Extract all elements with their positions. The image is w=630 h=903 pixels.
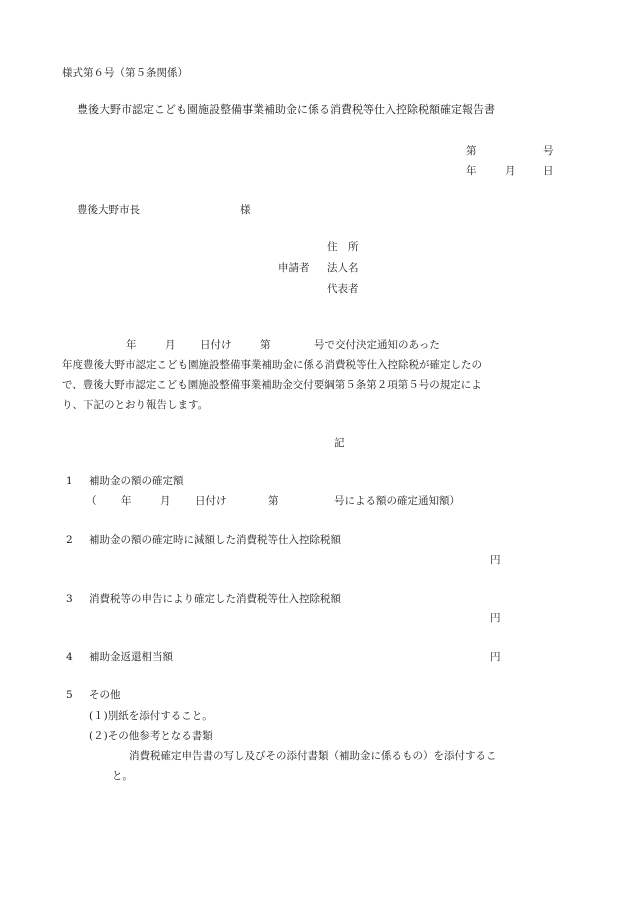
doc-number-go: 号 — [543, 145, 554, 157]
item3-number: 3 — [66, 593, 73, 605]
item3-yen: 円 — [490, 612, 501, 624]
body-line1-month: 月 — [165, 339, 176, 351]
body-line1-dai: 第 — [260, 339, 271, 351]
body-line3: で、豊後大野市認定こども園施設整備事業補助金交付要綱第５条第２項第５号の規定によ — [62, 379, 482, 391]
item5-number: 5 — [66, 689, 73, 701]
form-label: 様式第６号（第５条関係） — [62, 67, 188, 79]
item4-label: 補助金返還相当額 — [89, 651, 173, 663]
item4-number: 4 — [66, 651, 73, 663]
item5-sub2-text-line2: と。 — [112, 770, 133, 782]
body-line2: 年度豊後大野市認定こども園施設整備事業補助金に係る消費税等仕入控除税が確定したの — [62, 359, 482, 371]
item1-open-paren: （ — [86, 495, 97, 507]
body-line1-date: 日付け — [200, 339, 232, 351]
ki-heading: 記 — [334, 437, 345, 449]
body-line4: り、下記のとおり報告します。 — [62, 399, 209, 411]
applicant-address-label: 住 所 — [327, 241, 359, 253]
item1-close: 号による額の確定通知額） — [334, 495, 460, 507]
doc-date-month: 月 — [505, 165, 516, 177]
body-line1-rest: 号で交付決定通知のあった — [314, 339, 440, 351]
item1-month: 月 — [160, 495, 171, 507]
item5-label: その他 — [89, 689, 121, 701]
item5-sub1: (１)別紙を添付すること。 — [89, 710, 213, 722]
body-line1-year: 年 — [126, 339, 137, 351]
item1-year: 年 — [121, 495, 132, 507]
item1-label: 補助金の額の確定額 — [89, 475, 184, 487]
item4-yen: 円 — [490, 651, 501, 663]
item1-date: 日付け — [195, 495, 227, 507]
item1-number: 1 — [66, 475, 73, 487]
item5-sub2: (２)その他参考となる書類 — [89, 730, 213, 742]
applicant-label: 申請者 — [278, 262, 310, 274]
doc-date-day: 日 — [543, 165, 554, 177]
doc-date-year: 年 — [466, 165, 477, 177]
addressee-honorific: 様 — [240, 204, 251, 216]
item2-label: 補助金の額の確定時に減額した消費税等仕入控除税額 — [89, 534, 341, 546]
item5-sub2-text-line1: 消費税確定申告書の写し及びその添付書類（補助金に係るもの）を添付するこ — [129, 750, 497, 762]
applicant-representative-label: 代表者 — [327, 283, 359, 295]
applicant-corp-name-label: 法人名 — [327, 262, 359, 274]
addressee-name: 豊後大野市長 — [77, 204, 140, 216]
doc-number-dai: 第 — [466, 145, 477, 157]
item2-number: 2 — [66, 534, 73, 546]
item3-label: 消費税等の申告により確定した消費税等仕入控除税額 — [89, 593, 341, 605]
item2-yen: 円 — [490, 554, 501, 566]
page-title: 豊後大野市認定こども園施設整備事業補助金に係る消費税等仕入控除税額確定報告書 — [77, 103, 495, 116]
item1-dai: 第 — [268, 495, 279, 507]
